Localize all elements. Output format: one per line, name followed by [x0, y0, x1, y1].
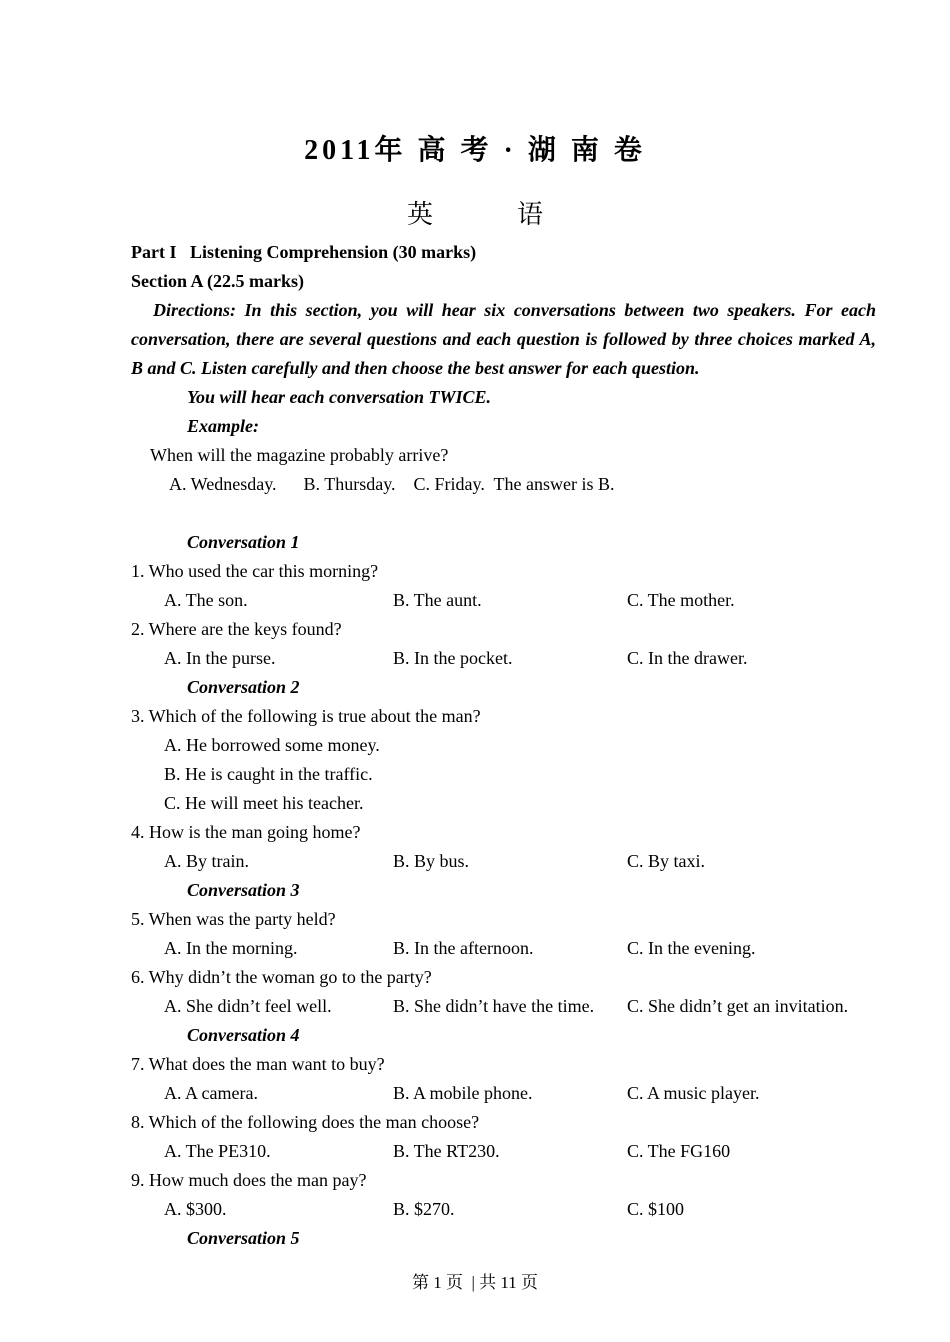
example-options: A. Wednesday. B. Thursday. C. Friday. The answer is B.: [169, 474, 615, 494]
option-a: A. The son.: [164, 590, 248, 610]
example-question: When will the magazine probably arrive?: [150, 445, 449, 465]
part-heading: Part I Listening Comprehension (30 marks): [131, 242, 477, 262]
question-text: 4. How is the man going home?: [131, 822, 361, 842]
option-row: [131, 934, 876, 963]
question-text: 7. What does the man want to buy?: [131, 1054, 385, 1074]
conversation-label: Conversation 1: [187, 532, 300, 552]
exam-title: 2011年 高 考 · 湖 南 卷: [304, 135, 646, 166]
question-text: 3. Which of the following is true about the man?: [131, 706, 481, 726]
option-b: B. The aunt.: [393, 590, 482, 610]
subject-heading: [0, 194, 950, 231]
option-c: C. $100: [627, 1199, 685, 1219]
option-b: B. $270.: [393, 1199, 455, 1219]
option-b: B. By bus.: [393, 851, 470, 871]
option-b: B. She didn’t have the time.: [393, 996, 595, 1016]
option-a: A. In the morning.: [164, 938, 298, 958]
option-b: B. A mobile phone.: [393, 1083, 533, 1103]
option-a: A. He borrowed some money.: [164, 735, 380, 755]
option-row: [131, 1137, 876, 1166]
page-footer: 第 1 页 | 共 11 页: [411, 1273, 539, 1292]
exam-content: [131, 238, 876, 1253]
option-c: C. He will meet his teacher.: [164, 793, 364, 813]
question-text: 9. How much does the man pay?: [131, 1170, 367, 1190]
example-label: Example:: [187, 416, 259, 436]
option-c: C. The FG160: [627, 1141, 731, 1161]
option-c: C. In the evening.: [627, 938, 756, 958]
option-row: [131, 1079, 876, 1108]
question-text: 6. Why didn’t the woman go to the party?: [131, 967, 432, 987]
option-row: [131, 992, 876, 1021]
twice-note: You will hear each conversation TWICE.: [187, 387, 492, 407]
option-a: A. The PE310.: [164, 1141, 271, 1161]
option-b: B. He is caught in the traffic.: [164, 764, 373, 784]
option-row: [131, 847, 876, 876]
option-a: A. $300.: [164, 1199, 227, 1219]
option-b: B. In the pocket.: [393, 648, 513, 668]
option-a: A. She didn’t feel well.: [164, 996, 332, 1016]
option-row: [131, 1195, 876, 1224]
question-text: 8. Which of the following does the man choose?: [131, 1112, 480, 1132]
conversation-label: Conversation 4: [187, 1025, 300, 1045]
option-b: B. The RT230.: [393, 1141, 500, 1161]
section-heading: Section A (22.5 marks): [131, 271, 304, 291]
option-a: A. In the purse.: [164, 648, 276, 668]
option-c: C. She didn’t get an invitation.: [627, 996, 849, 1016]
directions-text: Directions: In this section, you will hear six conversations between two speakers. For each conversation, there are several questions and each question is followed by three choices marked A, B and C. Listen carefully and then choose the best answer for each question.: [131, 300, 876, 378]
option-c: C. By taxi.: [627, 851, 706, 871]
option-c: C. A music player.: [627, 1083, 760, 1103]
option-c: C. In the drawer.: [627, 648, 748, 668]
option-row: [131, 586, 876, 615]
question-text: 5. When was the party held?: [131, 909, 336, 929]
conversation-label: Conversation 5: [187, 1228, 300, 1248]
conversation-label: Conversation 3: [187, 880, 300, 900]
option-c: C. The mother.: [627, 590, 735, 610]
conversation-label: Conversation 2: [187, 677, 300, 697]
subject-char-1: 英: [406, 200, 433, 229]
option-a: A. By train.: [164, 851, 249, 871]
question-text: 2. Where are the keys found?: [131, 619, 342, 639]
option-b: B. In the afternoon.: [393, 938, 534, 958]
subject-char-2: 语: [517, 200, 544, 229]
option-row: [131, 644, 876, 673]
option-a: A. A camera.: [164, 1083, 258, 1103]
question-text: 1. Who used the car this morning?: [131, 561, 379, 581]
